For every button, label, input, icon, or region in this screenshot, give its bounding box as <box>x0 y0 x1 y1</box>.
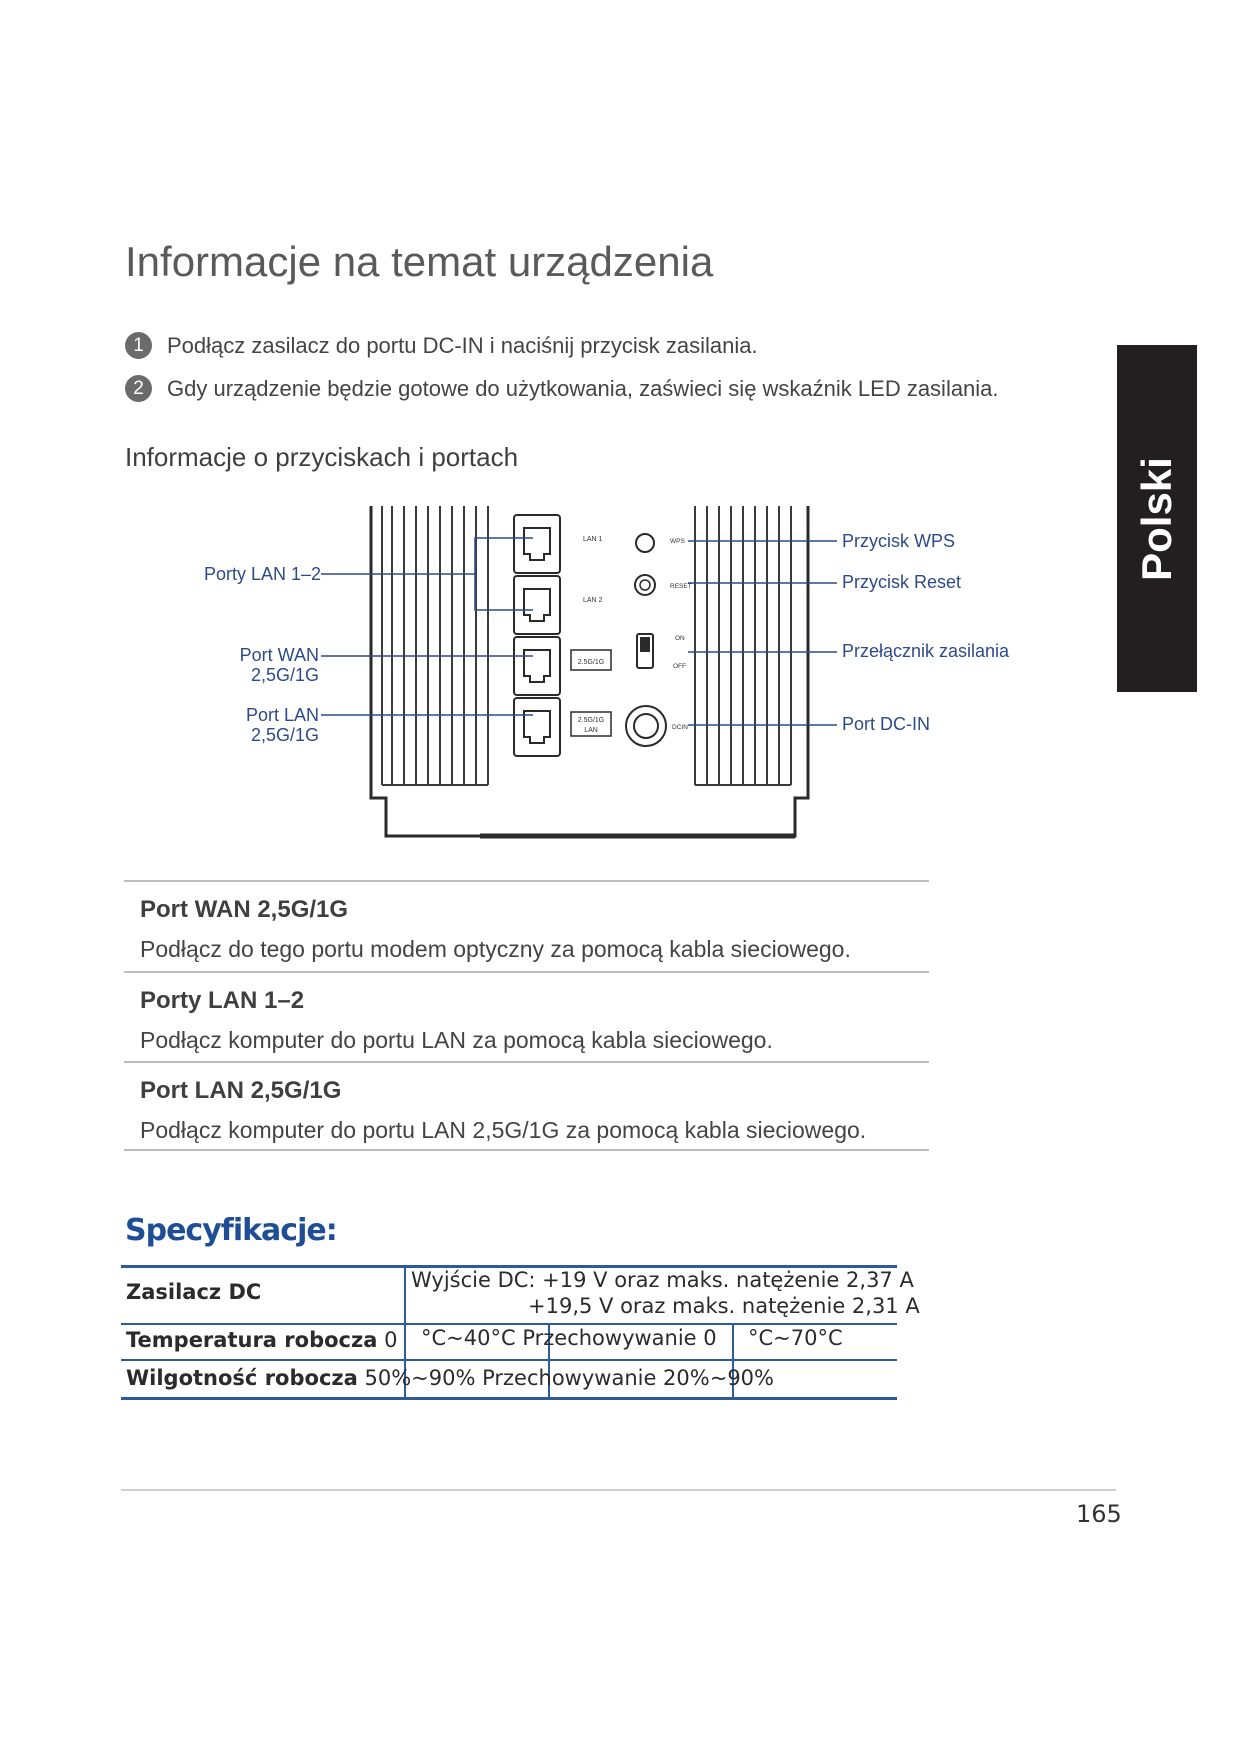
spec-dc-label: Zasilacz DC <box>126 1280 262 1304</box>
spec-temp-label: Temperatura robocza 0 <box>126 1328 398 1352</box>
ethernet-port-icons <box>514 515 560 756</box>
page-title: Informacje na temat urządzenia <box>125 238 714 285</box>
lan-speed-tag: 2.5G/1G <box>577 717 605 724</box>
section-heading: Informacje o przyciskach i portach <box>125 442 519 472</box>
port-row-lan25 <box>124 1061 929 1151</box>
step-2 <box>125 375 999 402</box>
port-description: Podłącz do tego portu modem optyczny za pomocą kabla sieciowego. <box>140 936 851 962</box>
lan2-label: LAN 2 <box>583 597 603 604</box>
label-dc-in-port: Port DC-IN <box>842 714 931 734</box>
page-number: 165 <box>1076 1500 1122 1528</box>
specs-heading: Specyfikacje: <box>125 1213 337 1248</box>
lan-speed-tag-sub: LAN <box>584 727 598 734</box>
device-diagram <box>150 500 1050 850</box>
language-tab <box>1117 345 1197 692</box>
lan1-label: LAN 1 <box>583 536 603 543</box>
wps-device-label: WPS <box>670 538 685 545</box>
language-tab-label: Polski <box>1133 456 1180 581</box>
left-vent-fins <box>382 506 488 785</box>
specs-table <box>121 1265 920 1400</box>
label-wps-button: Przycisk WPS <box>842 531 956 551</box>
wan-speed-tag: 2.5G/1G <box>577 659 605 666</box>
step-text: Gdy urządzenie będzie gotowe do użytkowania, zaświeci się wskaźnik LED zasilania. <box>167 375 999 401</box>
label-wan-port-line1: Port WAN <box>239 645 319 665</box>
step-1 <box>125 332 758 359</box>
reset-device-label: RESET <box>670 583 692 590</box>
spec-temp-storage: °C~70°C <box>748 1326 843 1350</box>
port-title: Port WAN 2,5G/1G <box>140 896 349 923</box>
on-device-label: ON <box>675 635 685 642</box>
step-text: Podłącz zasilacz do portu DC-IN i naciśnij przycisk zasilania. <box>167 332 758 358</box>
label-power-switch: Przełącznik zasilania <box>842 641 1010 661</box>
port-title: Port LAN 2,5G/1G <box>140 1077 342 1104</box>
spec-dc-value-2: +19,5 V oraz maks. natężenie 2,31 A <box>528 1294 920 1318</box>
footer-rule <box>121 1489 1116 1491</box>
label-wan-port-line2: 2,5G/1G <box>250 665 319 685</box>
port-title: Porty LAN 1–2 <box>140 987 305 1014</box>
port-row-lan12 <box>124 971 929 1061</box>
spec-temp-value: °C~40°C Przechowywanie 0 <box>421 1326 717 1350</box>
port-row-wan <box>124 880 929 971</box>
label-lan-ports-1-2: Porty LAN 1–2 <box>203 564 321 584</box>
dcin-device-label: DCIN <box>672 724 688 731</box>
off-device-label: OFF <box>673 663 686 670</box>
port-description: Podłącz komputer do portu LAN 2,5G/1G za pomocą kabla sieciowego. <box>140 1117 867 1143</box>
step-number: 2 <box>125 375 152 402</box>
wps-button-icon <box>636 534 654 552</box>
step-number: 1 <box>125 332 152 359</box>
port-descriptions <box>124 880 929 1151</box>
spec-dc-value-1: Wyjście DC: +19 V oraz maks. natężenie 2,37 A <box>411 1268 914 1292</box>
spec-humidity-label: Wilgotność robocza 50%~90% Przechowywanie 20%~90% <box>126 1366 774 1390</box>
label-lan-port-line1: Port LAN <box>245 705 319 725</box>
port-description: Podłącz komputer do portu LAN za pomocą kabla sieciowego. <box>140 1027 773 1053</box>
right-vent-fins <box>695 506 791 785</box>
label-reset-button: Przycisk Reset <box>842 572 962 592</box>
label-lan-port-line2: 2,5G/1G <box>250 725 319 745</box>
callout-lines <box>321 538 837 725</box>
